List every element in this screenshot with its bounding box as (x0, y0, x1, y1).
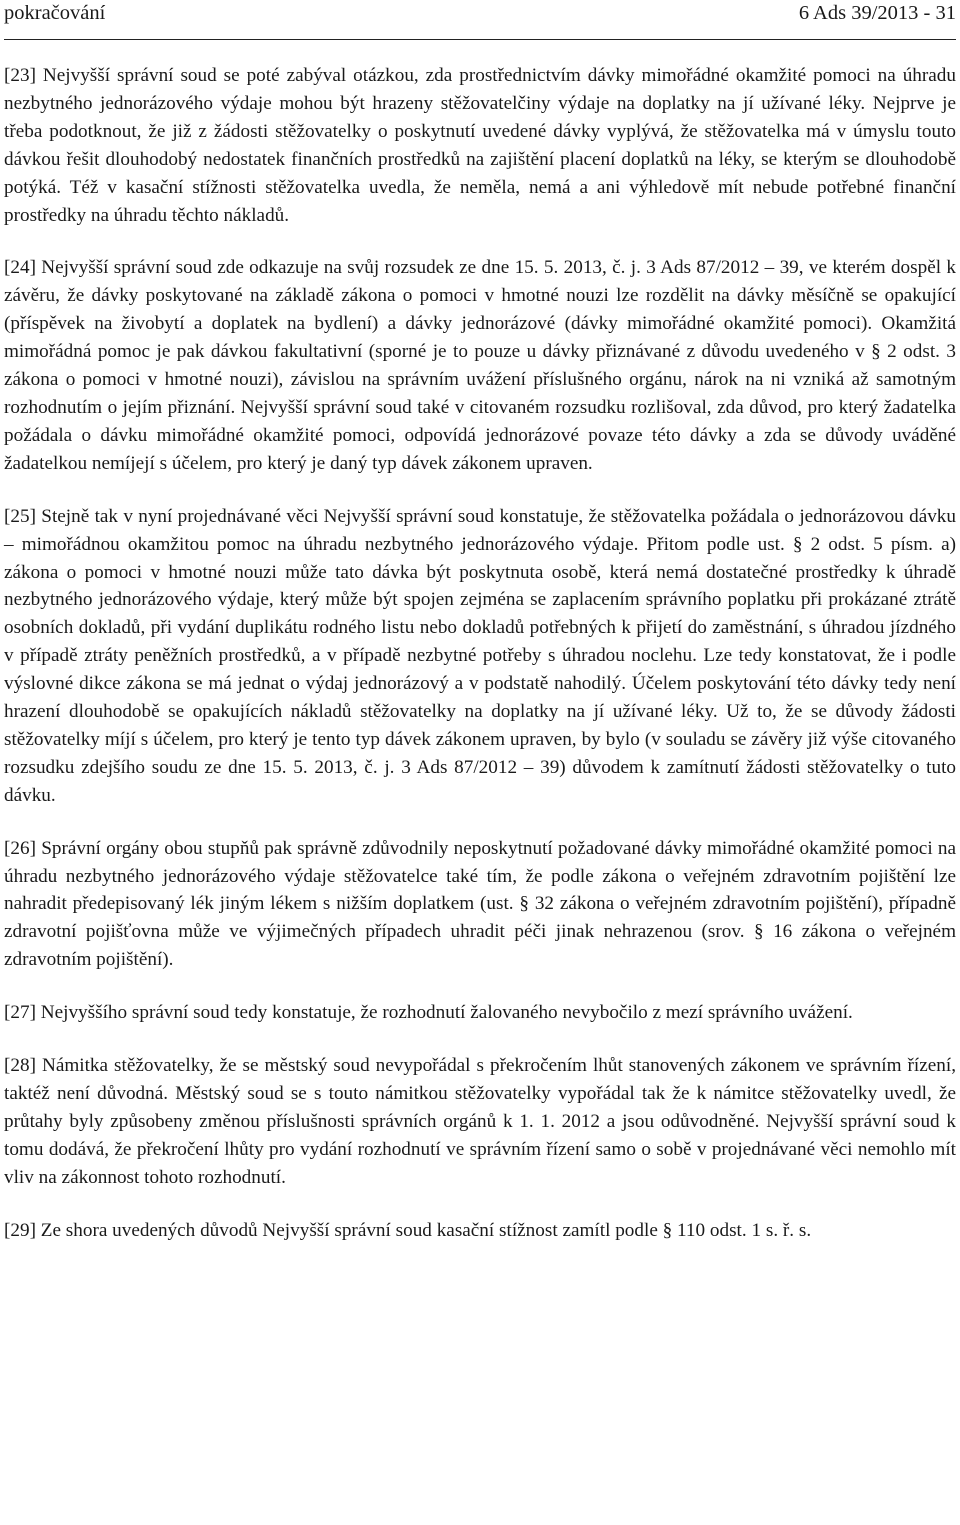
paragraph-27: [27] Nejvyššího správní soud tedy konstatuje, že rozhodnutí žalovaného nevybočilo z mezí správního uvážení. (4, 1002, 853, 1024)
paragraph-28: [28] Námitka stěžovatelky, že se městský soud nevypořádal s překročením lhůt stanovených zákonem ve správním řízení, taktéž není důvodná. Městský soud se s touto námitkou stěžovatelky vypořádal tak že k námitce stěžovatelky uvedl, že průtahy byly způsobeny změnou příslušnosti správních orgánů k 1. 1. 2012 a jsou odůvodněné. Nejvyšší správní soud k tomu dodává, že překročení lhůty pro vydání rozhodnutí ve správním řízení samo o sobě v projednávané věci nemohlo mít vliv na zákonnost tohoto rozhodnutí. (4, 1055, 956, 1188)
paragraph-25: [25] Stejně tak v nyní projednávané věci Nejvyšší správní soud konstatuje, že stěžovatelka požádala o jednorázovou dávku – mimořádnou okamžitou pomoc na úhradu nezbytného jednorázového výdaje. Přitom podle ust. § 2 odst. 5 písm. a) zákona o pomoci v hmotné nouzi může tato dávka být poskytnuta osobě, která nemá dostatečné prostředky k úhradě nezbytného jednorázového výdaje, který může být spojen zejména se zaplacením správního poplatku při prokázané ztrátě osobních dokladů, při vydání duplikátu rodného listu nebo dokladů potřebných k přijetí do zaměstnání, s úhradou jízdného v případě ztráty peněžních prostředků, a v případě nezbytné potřeby s úhradou noclehu. Lze tedy konstatovat, že i podle výslovné dikce zákona se má jednat o výdaj jednorázový a v podstatě nahodilý. Účelem poskytování této dávky tedy není hrazení dlouhodobě se opakujících nákladů stěžovatelky na doplatky na jí užívané léky. Už to, že se důvody žádosti stěžovatelky míjí s účelem, pro který je tento typ dávek zákonem upraven, by bylo (v souladu se závěry již výše citovaného rozsudku zdejšího soudu ze dne 15. 5. 2013, č. j. 3 Ads 87/2012 – 39) důvodem k zamítnutí žádosti stěžovatelky o tuto dávku. (4, 505, 956, 806)
header-divider (4, 39, 956, 40)
paragraph-23: [23] Nejvyšší správní soud se poté zabýval otázkou, zda prostřednictvím dávky mimořádné okamžité pomoci na úhradu nezbytného jednorázového výdaje mohou být hrazeny stěžovatelčiny výdaje na doplatky na jí užívané léky. Nejprve je třeba podotknout, že již z žádosti stěžovatelky o poskytnutí uvedené dávky vyplývá, že stěžovatelka má v úmyslu touto dávkou řešit dlouhodobý nedostatek finančních prostředků na zajištění placení doplatků na léky, se kterým se dlouhodobě potýká. Též v kasační stížnosti stěžovatelka uvedla, že neměla, nemá a ani výhledově mít nebude potřebné finanční prostředky na úhradu těchto nákladů. (4, 65, 956, 226)
paragraph-26: [26] Správní orgány obou stupňů pak správně zdůvodnily neposkytnutí požadované dávky mimořádné okamžité pomoci na úhradu nezbytného jednorázového výdaje stěžovatelce také tím, že podle zákona o veřejném zdravotním pojištění lze nahradit předepisovaný lék jiným lékem s nižším doplatkem (ust. § 32 zákona o veřejném zdravotním pojištění), případně zdravotní pojišťovna může ve výjimečných případech uhradit péči jinak nehrazenou (srov. § 16 zákona o veřejném zdravotním pojištění). (4, 837, 956, 971)
paragraph-29: [29] Ze shora uvedených důvodů Nejvyšší správní soud kasační stížnost zamítl podle § 110 odst. 1 s. ř. s. (4, 1219, 812, 1241)
header-case-number: 6 Ads 39/2013 - 31 (798, 2, 956, 24)
page-header (4, 2, 956, 32)
paragraph-24: [24] Nejvyšší správní soud zde odkazuje na svůj rozsudek ze dne 15. 5. 2013, č. j. 3 Ads 87/2012 – 39, ve kterém dospěl k závěru, že dávky poskytované na základě zákona o pomoci v hmotné nouzi lze rozdělit na dávky měsíčně se opakující (příspěvek na živobytí a doplatek na bydlení) a dávky jednorázové (dávky mimořádné okamžité pomoci). Okamžitá mimořádná pomoc je pak dávkou fakultativní (sporné je to pouze u dávky přiznávané z důvodu uvedeného v § 2 odst. 3 zákona o pomoci v hmotné nouzi), závislou na správním uvážení příslušného orgánu, nárok na ni vzniká až samotným rozhodnutím o jejím přiznání. Nejvyšší správní soud také v citovaném rozsudku rozlišoval, zda důvod, pro který žadatelka požádala o dávku mimořádné okamžité pomoci, odpovídá jednorázové povaze této dávky a zda se důvody uváděné žadatelkou nemíjejí s účelem, pro který je daný typ dávek zákonem upraven. (4, 257, 956, 474)
header-continuation-label: pokračování (4, 2, 106, 24)
document-body (4, 62, 956, 1270)
